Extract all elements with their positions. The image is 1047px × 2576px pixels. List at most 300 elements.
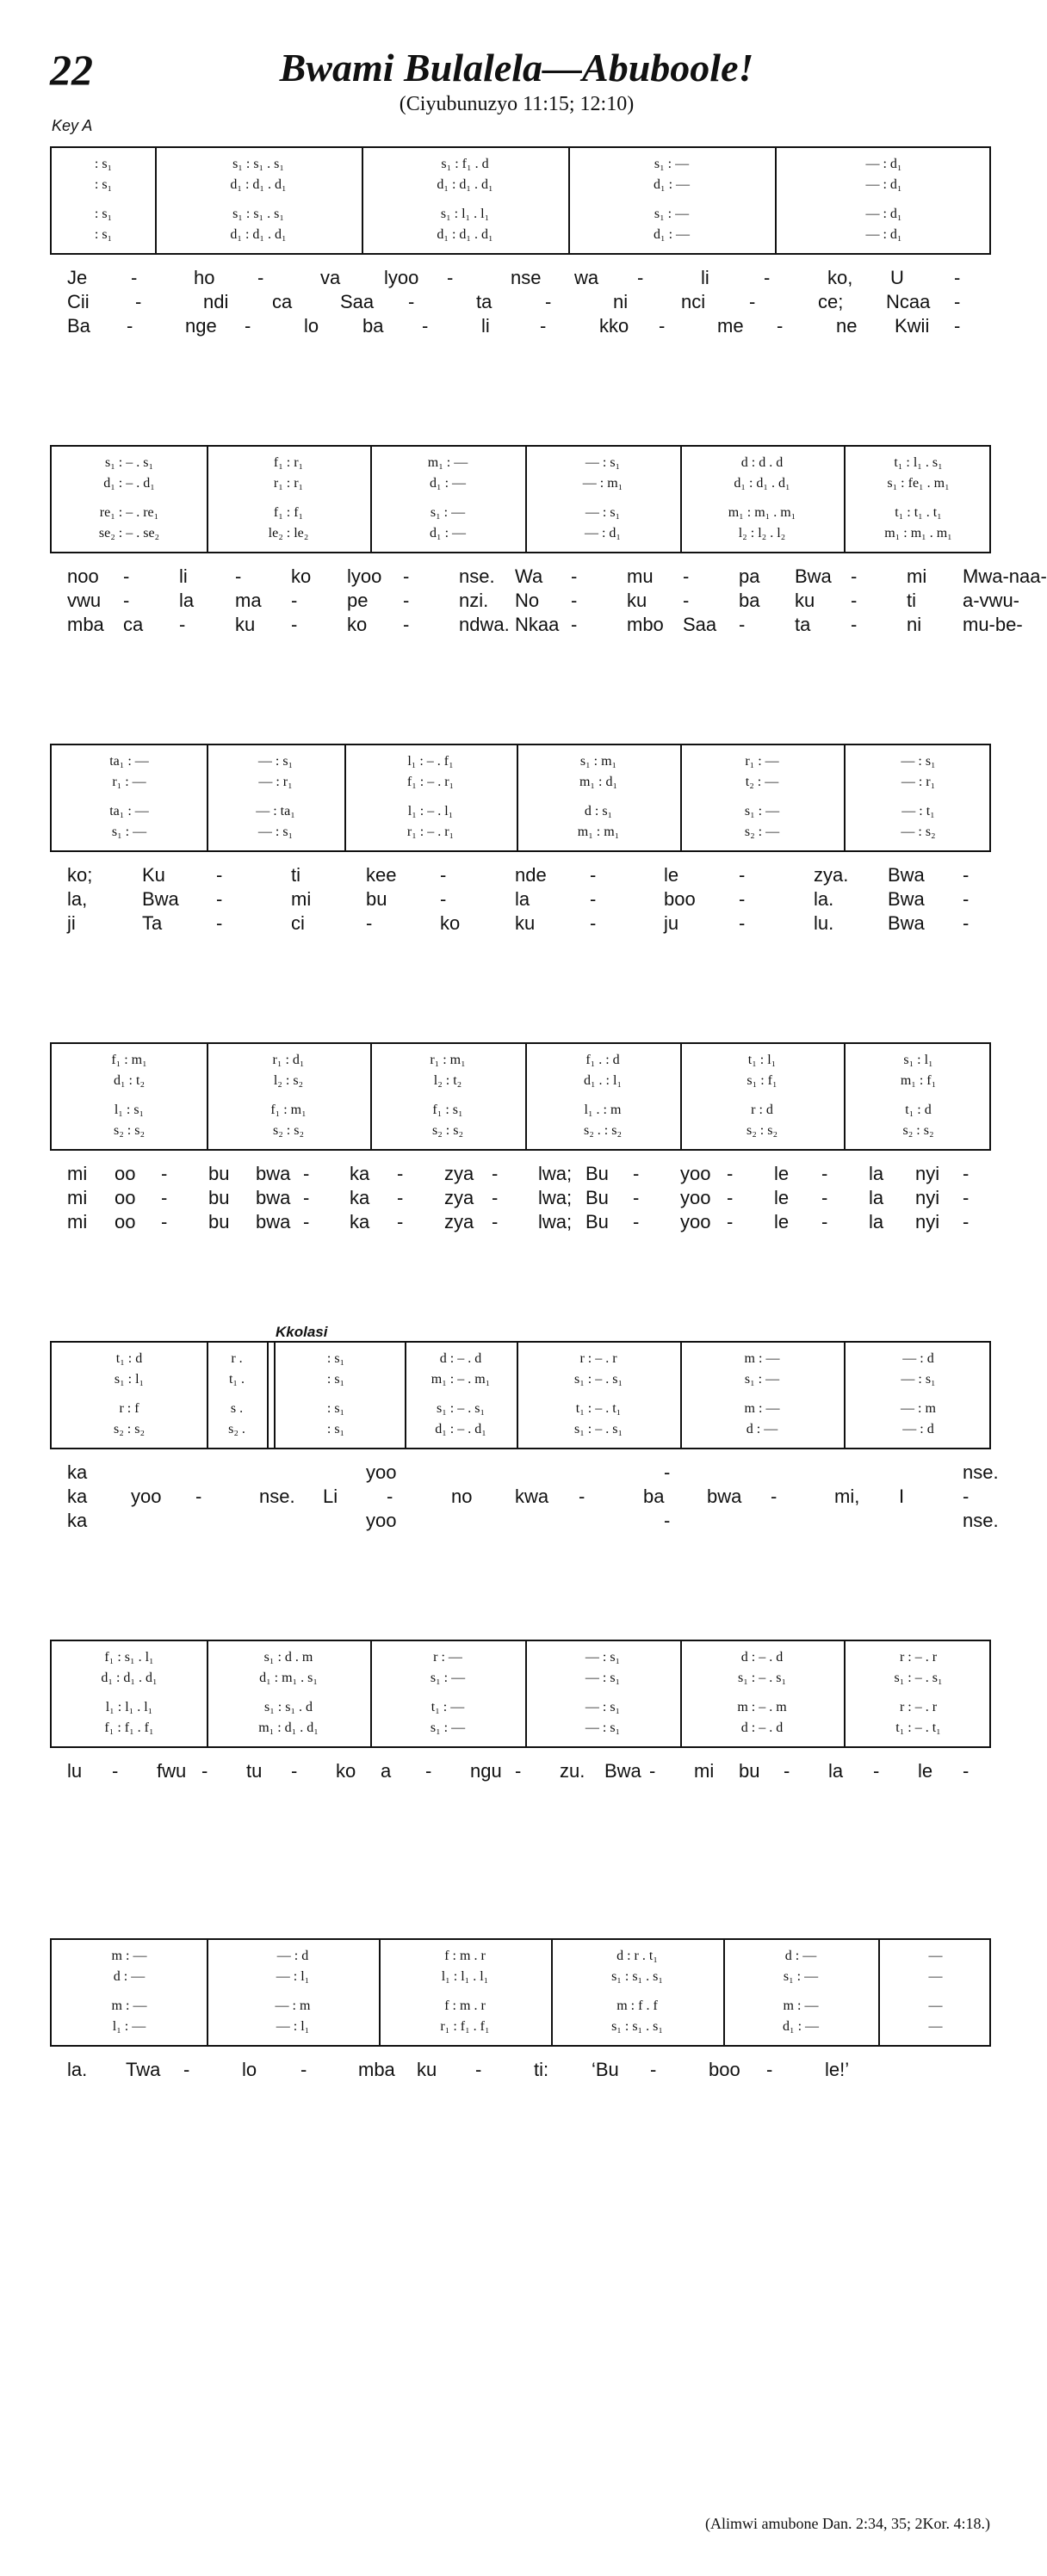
lyric-syllable: - bbox=[633, 1187, 640, 1208]
lyric-syllable: ka bbox=[67, 1486, 88, 1507]
tonic-solfa-cell: s₁ : – . s₁ bbox=[894, 1671, 943, 1685]
lyric-syllable: zya bbox=[444, 1187, 474, 1208]
lyric-syllable: ta bbox=[476, 291, 493, 312]
lyric-syllable: la bbox=[179, 590, 195, 611]
lyric-syllable: nse. bbox=[459, 565, 495, 587]
tonic-solfa-cell: — bbox=[928, 2019, 943, 2034]
lyric-syllable: Kwii bbox=[895, 315, 930, 337]
tonic-solfa-cell: l₁ : – . l₁ bbox=[407, 804, 454, 819]
voice-row bbox=[52, 1949, 989, 1971]
tonic-solfa-cell: d₁ : d₁ . d₁ bbox=[101, 1671, 158, 1685]
lyric-syllable: mi bbox=[67, 1187, 88, 1208]
tonic-solfa-cell: — : s₁ bbox=[585, 1671, 621, 1685]
lyric-syllable: - bbox=[291, 590, 298, 611]
lyric-syllable: wa bbox=[574, 267, 599, 288]
lyric-syllable: - bbox=[749, 291, 756, 312]
lyric-syllable: lo bbox=[242, 2059, 257, 2080]
lyric-syllable: ku bbox=[235, 614, 256, 635]
tonic-solfa-cell: f₁ : s₁ bbox=[432, 1103, 463, 1117]
tonic-solfa-cell: — : l₁ bbox=[276, 2019, 310, 2034]
lyric-syllable: bwa bbox=[256, 1187, 291, 1208]
tonic-solfa-cell: t₁ : l₁ bbox=[747, 1053, 777, 1067]
tonic-solfa-cell: d : — bbox=[746, 1422, 778, 1436]
tonic-solfa-cell: — : m bbox=[275, 1998, 311, 2013]
lyric-syllable: mu bbox=[627, 565, 654, 587]
tonic-solfa-cell: r : f bbox=[119, 1401, 139, 1416]
voice-row bbox=[52, 1372, 989, 1394]
lyric-syllable: - bbox=[127, 315, 133, 337]
lyric-syllable: ndi bbox=[203, 291, 229, 312]
lyric-syllable: - bbox=[571, 565, 578, 587]
tonic-solfa-cell: — : r₁ bbox=[258, 775, 293, 789]
tonic-solfa-cell: s₁ : s₁ . s₁ bbox=[611, 2019, 663, 2034]
lyric-syllable: Li bbox=[323, 1486, 338, 1507]
lyric-syllable: lu bbox=[67, 1760, 83, 1782]
score-system bbox=[50, 1938, 991, 2047]
tonic-solfa-cell: d₁ : — bbox=[653, 227, 691, 242]
lyric-syllable: zya bbox=[444, 1211, 474, 1232]
tonic-solfa-cell: t₁ : d bbox=[115, 1351, 143, 1366]
lyric-syllable: - bbox=[300, 2059, 307, 2080]
lyric-syllable: ka bbox=[350, 1163, 370, 1184]
lyric-line bbox=[50, 1211, 991, 1235]
tonic-solfa-cell: l₁ . : m bbox=[584, 1103, 622, 1117]
lyric-syllable: - bbox=[183, 2059, 190, 2080]
lyric-syllable: - bbox=[515, 1760, 522, 1782]
tonic-solfa-cell: r . bbox=[231, 1351, 243, 1366]
lyric-syllable: - bbox=[590, 864, 597, 886]
tonic-solfa-cell: s₁ : s₁ . d bbox=[263, 1700, 313, 1714]
lyric-syllable: lwa; bbox=[538, 1187, 573, 1208]
lyric-syllable: - bbox=[664, 1510, 671, 1531]
tonic-solfa-cell: — : d bbox=[902, 1351, 934, 1366]
voice-row bbox=[52, 1123, 989, 1146]
lyric-syllable: nse. bbox=[963, 1510, 999, 1531]
tonic-solfa-cell: t₁ . bbox=[228, 1372, 245, 1387]
tonic-solfa-cell: d₁ : – . d₁ bbox=[435, 1422, 486, 1436]
tonic-solfa-cell: s₁ : d . m bbox=[263, 1650, 313, 1665]
tonic-solfa-cell: : s₁ bbox=[94, 177, 113, 192]
lyric-syllable: Wa bbox=[515, 565, 543, 587]
voice-row bbox=[52, 1422, 989, 1444]
tonic-solfa-cell: s₁ : – . s₁ bbox=[436, 1401, 486, 1416]
lyric-syllable: - bbox=[216, 912, 223, 934]
lyric-syllable: Bwa bbox=[888, 888, 925, 910]
tonic-solfa-cell: — : s₁ bbox=[257, 825, 294, 839]
lyric-syllable: - bbox=[664, 1461, 671, 1483]
lyric-syllable: ti bbox=[907, 590, 916, 611]
lyric-line bbox=[50, 1461, 999, 1486]
lyric-line bbox=[50, 1163, 991, 1187]
lyric-syllable: - bbox=[303, 1211, 310, 1232]
tonic-solfa-cell: — : s₁ bbox=[585, 1650, 621, 1665]
voice-row bbox=[52, 505, 989, 528]
tonic-solfa-cell: r : d bbox=[751, 1103, 773, 1117]
lyric-syllable: ma bbox=[235, 590, 262, 611]
tonic-solfa-cell: m₁ : m₁ bbox=[577, 825, 620, 839]
lyric-syllable: no bbox=[451, 1486, 473, 1507]
lyric-syllable: - bbox=[851, 614, 858, 635]
tonic-solfa-cell: s₂ : s₂ bbox=[272, 1123, 305, 1138]
lyric-syllable: Bu bbox=[585, 1211, 609, 1232]
tonic-solfa-cell: m : — bbox=[744, 1401, 780, 1416]
lyric-syllable: yoo bbox=[366, 1510, 397, 1531]
tonic-solfa-cell: s₂ : s₂ bbox=[113, 1422, 146, 1436]
scripture-reference: (Ciyubunuzyo 11:15; 12:10) bbox=[399, 93, 635, 115]
voice-row bbox=[52, 1969, 989, 1992]
lyric-syllable: ju bbox=[664, 912, 679, 934]
tonic-solfa-cell: r₁ : d₁ bbox=[272, 1053, 305, 1067]
lyric-syllable: lyoo bbox=[347, 565, 382, 587]
lyric-syllable: ko; bbox=[67, 864, 93, 886]
tonic-solfa-cell: t₁ : l₁ . s₁ bbox=[894, 455, 943, 470]
lyric-syllable: yoo bbox=[680, 1211, 711, 1232]
lyric-syllable: - bbox=[963, 912, 970, 934]
lyric-syllable: - bbox=[161, 1187, 168, 1208]
tonic-solfa-cell: m : f . f bbox=[616, 1998, 658, 2013]
tonic-solfa-cell: f : m . r bbox=[444, 1949, 486, 1963]
tonic-solfa-cell: s₁ : — bbox=[654, 157, 690, 171]
tonic-solfa-cell: r₁ : r₁ bbox=[273, 476, 304, 491]
lyric-syllable: la bbox=[869, 1187, 884, 1208]
tonic-solfa-cell: m₁ : d₁ bbox=[579, 775, 618, 789]
tonic-solfa-cell: : s₁ bbox=[326, 1372, 345, 1387]
tonic-solfa-cell: — : t₁ bbox=[901, 804, 935, 819]
lyric-syllable: - bbox=[447, 267, 454, 288]
lyric-syllable: - bbox=[963, 1760, 970, 1782]
tonic-solfa-cell: t₂ : — bbox=[745, 775, 779, 789]
lyric-syllable: bu bbox=[366, 888, 387, 910]
tonic-solfa-cell: s₁ : — bbox=[744, 1372, 780, 1387]
lyric-syllable: li bbox=[701, 267, 709, 288]
voice-row bbox=[52, 227, 989, 250]
lyric-syllable: - bbox=[963, 1163, 970, 1184]
lyric-syllable: yoo bbox=[131, 1486, 162, 1507]
tonic-solfa-cell: l₁ : l₁ . l₁ bbox=[441, 1969, 489, 1984]
tonic-solfa-cell: d : r . t₁ bbox=[616, 1949, 658, 1963]
tonic-solfa-cell: f₁ : s₁ . l₁ bbox=[104, 1650, 154, 1665]
lyric-syllable: - bbox=[771, 1486, 778, 1507]
lyric-syllable: boo bbox=[664, 888, 696, 910]
lyric-syllable: nge bbox=[185, 315, 217, 337]
voice-row bbox=[52, 1720, 989, 1743]
lyric-syllable: - bbox=[397, 1163, 404, 1184]
lyric-syllable: bwa bbox=[256, 1211, 291, 1232]
lyric-syllable: nse. bbox=[963, 1461, 999, 1483]
lyric-syllable: - bbox=[727, 1163, 734, 1184]
lyric-line bbox=[50, 590, 1020, 614]
lyric-syllable: - bbox=[633, 1163, 640, 1184]
lyric-syllable: Bu bbox=[585, 1163, 609, 1184]
lyric-syllable: a bbox=[381, 1760, 392, 1782]
tonic-solfa-cell: r : — bbox=[433, 1650, 462, 1665]
lyric-syllable: kee bbox=[366, 864, 397, 886]
lyric-syllable: - bbox=[195, 1486, 202, 1507]
lyric-syllable: oo bbox=[115, 1187, 136, 1208]
lyric-syllable: ni bbox=[907, 614, 922, 635]
lyric-syllable: ji bbox=[67, 912, 76, 934]
lyric-syllable: Bwa bbox=[795, 565, 832, 587]
lyric-syllable: - bbox=[821, 1187, 828, 1208]
lyric-syllable: nde bbox=[515, 864, 547, 886]
tonic-solfa-cell: r₁ : — bbox=[112, 775, 146, 789]
lyric-syllable: ho bbox=[194, 267, 215, 288]
lyric-syllable: tu bbox=[246, 1760, 263, 1782]
voice-row bbox=[52, 1103, 989, 1125]
lyric-syllable: - bbox=[303, 1163, 310, 1184]
tonic-solfa-cell: s₁ : – . s₁ bbox=[737, 1671, 787, 1685]
lyric-syllable: zya bbox=[444, 1163, 474, 1184]
voice-row bbox=[52, 1401, 989, 1424]
lyric-syllable: ko, bbox=[827, 267, 853, 288]
tonic-solfa-cell: f : m . r bbox=[444, 1998, 486, 2013]
tonic-solfa-cell: d₁ : d₁ . d₁ bbox=[734, 476, 790, 491]
lyric-syllable: - bbox=[131, 267, 138, 288]
lyric-syllable: - bbox=[571, 614, 578, 635]
lyric-syllable: - bbox=[235, 565, 242, 587]
lyric-syllable: la. bbox=[814, 888, 834, 910]
tonic-solfa-cell: r₁ : — bbox=[745, 754, 779, 769]
tonic-solfa-cell: — : m bbox=[901, 1401, 936, 1416]
lyric-syllable: ti bbox=[291, 864, 300, 886]
lyric-syllable: - bbox=[303, 1187, 310, 1208]
lyric-syllable: Ku bbox=[142, 864, 165, 886]
lyric-syllable: mi bbox=[694, 1760, 715, 1782]
voice-row bbox=[52, 825, 989, 847]
lyric-syllable: - bbox=[683, 590, 690, 611]
lyric-syllable: mi bbox=[291, 888, 312, 910]
tonic-solfa-cell: s₂ : s₂ bbox=[113, 1123, 146, 1138]
tonic-solfa-cell: l₂ : t₂ bbox=[433, 1073, 462, 1088]
chorus-label: Kkolasi bbox=[276, 1324, 328, 1340]
lyric-syllable: ko bbox=[347, 614, 368, 635]
tonic-solfa-cell: s₁ : – . s₁ bbox=[104, 455, 154, 470]
lyric-syllable: lyoo bbox=[384, 267, 419, 288]
score-system bbox=[50, 1042, 991, 1151]
lyric-syllable: Bwa bbox=[888, 864, 925, 886]
tonic-solfa-cell: s₁ : – . s₁ bbox=[573, 1422, 623, 1436]
tonic-solfa-cell: d₁ : — bbox=[782, 2019, 820, 2034]
lyric-syllable: la bbox=[828, 1760, 844, 1782]
lyric-syllable: - bbox=[764, 267, 771, 288]
tonic-solfa-cell: m : — bbox=[783, 1998, 819, 2013]
lyric-syllable: - bbox=[963, 1211, 970, 1232]
lyric-syllable: bu bbox=[208, 1163, 230, 1184]
tonic-solfa-cell: s . bbox=[230, 1401, 244, 1416]
voice-row bbox=[52, 1073, 989, 1096]
lyric-syllable: lwa; bbox=[538, 1211, 573, 1232]
lyric-syllable: Ba bbox=[67, 315, 90, 337]
tonic-solfa-cell: d : — bbox=[113, 1969, 146, 1984]
lyric-syllable: mi bbox=[67, 1163, 88, 1184]
tonic-solfa-cell: d : – . d bbox=[439, 1351, 482, 1366]
tonic-solfa-cell: — : m₁ bbox=[582, 476, 623, 491]
lyric-syllable: - bbox=[590, 912, 597, 934]
tonic-solfa-cell: m₁ : – . m₁ bbox=[431, 1372, 491, 1387]
lyric-syllable: Saa bbox=[340, 291, 375, 312]
lyric-syllable: - bbox=[739, 614, 746, 635]
lyric-syllable: le bbox=[774, 1187, 790, 1208]
voice-row bbox=[52, 177, 989, 200]
tonic-solfa-cell: d₁ : – . d₁ bbox=[103, 476, 155, 491]
lyric-syllable: me bbox=[717, 315, 744, 337]
lyric-syllable: ni bbox=[613, 291, 629, 312]
lyric-syllable: kko bbox=[599, 315, 629, 337]
lyric-syllable: - bbox=[425, 1760, 432, 1782]
tonic-solfa-cell: — : d₁ bbox=[865, 207, 902, 221]
voice-row bbox=[52, 2019, 989, 2042]
lyric-syllable: mba bbox=[358, 2059, 395, 2080]
lyric-syllable: pa bbox=[739, 565, 760, 587]
tonic-solfa-cell: f₁ . : d bbox=[585, 1053, 620, 1067]
tonic-solfa-cell: le₂ : le₂ bbox=[268, 526, 309, 541]
lyric-syllable: - bbox=[545, 291, 552, 312]
tonic-solfa-cell: — : s₁ bbox=[257, 754, 294, 769]
lyric-syllable: nyi bbox=[915, 1211, 940, 1232]
tonic-solfa-cell: m : — bbox=[111, 1949, 147, 1963]
lyric-syllable: I bbox=[899, 1486, 905, 1507]
tonic-solfa-cell: s₁ : f₁ . d bbox=[441, 157, 489, 171]
lyric-line bbox=[50, 1510, 999, 1534]
song-title: Bwami Bulalela—Abuboole! bbox=[279, 46, 754, 90]
lyric-syllable: vwu bbox=[67, 590, 102, 611]
lyric-syllable: - bbox=[963, 864, 970, 886]
tonic-solfa-cell: s₁ : l₁ bbox=[903, 1053, 933, 1067]
lyric-syllable: ta bbox=[795, 614, 811, 635]
voice-row bbox=[52, 1053, 989, 1075]
tonic-solfa-cell: s₂ : s₂ bbox=[902, 1123, 934, 1138]
song-number: 22 bbox=[50, 46, 93, 94]
tonic-solfa-cell: s₁ : s₁ . s₁ bbox=[232, 207, 284, 221]
tonic-solfa-cell: d₁ : d₁ . d₁ bbox=[437, 227, 493, 242]
tonic-solfa-cell: l₁ : – . f₁ bbox=[407, 754, 454, 769]
tonic-solfa-cell: d₁ : t₂ bbox=[113, 1073, 146, 1088]
tonic-solfa-cell: — : d bbox=[276, 1949, 309, 1963]
lyric-syllable: ko bbox=[440, 912, 461, 934]
tonic-solfa-cell: s₁ : — bbox=[430, 1720, 466, 1735]
lyric-syllable: - bbox=[777, 315, 784, 337]
tonic-solfa-cell: d₁ : d₁ . d₁ bbox=[437, 177, 493, 192]
tonic-solfa-cell: — bbox=[928, 1998, 943, 2013]
tonic-solfa-cell: m₁ : m₁ . m₁ bbox=[884, 526, 952, 541]
tonic-solfa-cell: r₁ : f₁ . f₁ bbox=[440, 2019, 490, 2034]
tonic-solfa-cell: d₁ : — bbox=[653, 177, 691, 192]
tonic-solfa-cell: r₁ : m₁ bbox=[430, 1053, 466, 1067]
lyric-syllable: yoo bbox=[366, 1461, 397, 1483]
lyric-syllable: mi bbox=[907, 565, 927, 587]
tonic-solfa-cell: d : d . d bbox=[740, 455, 784, 470]
lyric-syllable: - bbox=[408, 291, 415, 312]
lyric-syllable: Ncaa bbox=[886, 291, 931, 312]
lyric-syllable: li bbox=[481, 315, 490, 337]
lyric-syllable: Ta bbox=[142, 912, 163, 934]
lyric-syllable: - bbox=[112, 1760, 119, 1782]
lyric-syllable: le bbox=[664, 864, 679, 886]
score-system bbox=[50, 1640, 991, 1748]
tonic-solfa-cell: — : s₁ bbox=[901, 1372, 936, 1387]
lyric-line bbox=[50, 888, 991, 912]
lyric-syllable: ti: bbox=[534, 2059, 549, 2080]
lyric-syllable: ka bbox=[67, 1510, 88, 1531]
lyric-syllable: - bbox=[727, 1211, 734, 1232]
voice-row bbox=[52, 804, 989, 826]
lyric-syllable: ka bbox=[67, 1461, 88, 1483]
lyric-syllable: Bu bbox=[585, 1187, 609, 1208]
tonic-solfa-cell: f₁ : m₁ bbox=[270, 1103, 307, 1117]
lyric-syllable: ne bbox=[836, 315, 858, 337]
tonic-solfa-cell: s₁ : — bbox=[111, 825, 147, 839]
tonic-solfa-cell: d : – . d bbox=[740, 1650, 784, 1665]
tonic-solfa-cell: — : s₁ bbox=[585, 455, 621, 470]
lyric-syllable: - bbox=[440, 888, 447, 910]
lyric-syllable: - bbox=[579, 1486, 585, 1507]
lyric-syllable: ko bbox=[291, 565, 312, 587]
lyric-syllable: ba bbox=[643, 1486, 665, 1507]
footer-reference: (Alimwi amubone Dan. 2:34, 35; 2Kor. 4:18.) bbox=[705, 2515, 990, 2532]
voice-row bbox=[52, 1671, 989, 1693]
lyric-syllable: ku bbox=[417, 2059, 437, 2080]
lyric-syllable: - bbox=[492, 1163, 499, 1184]
lyric-syllable: a-vwu- bbox=[963, 590, 1020, 611]
lyric-syllable: Bwa bbox=[888, 912, 925, 934]
tonic-solfa-cell: d : – . d bbox=[740, 1720, 784, 1735]
score-system bbox=[50, 1341, 991, 1449]
lyric-syllable: U bbox=[890, 267, 904, 288]
tonic-solfa-cell: s₁ : — bbox=[783, 1969, 819, 1984]
lyric-syllable: - bbox=[739, 864, 746, 886]
lyric-syllable: ca bbox=[123, 614, 144, 635]
lyric-syllable: Twa bbox=[126, 2059, 161, 2080]
lyric-line bbox=[50, 267, 991, 291]
lyric-syllable: mbo bbox=[627, 614, 664, 635]
lyric-syllable: la bbox=[869, 1163, 884, 1184]
tonic-solfa-cell: d : s₁ bbox=[584, 804, 613, 819]
lyric-syllable: - bbox=[403, 565, 410, 587]
tonic-solfa-cell: l₁ : l₁ . l₁ bbox=[105, 1700, 153, 1714]
tonic-solfa-cell: — : s₁ bbox=[585, 1720, 621, 1735]
lyric-syllable: - bbox=[366, 912, 373, 934]
tonic-solfa-cell: f₁ : f₁ bbox=[273, 505, 304, 520]
tonic-solfa-cell: — : d₁ bbox=[584, 526, 622, 541]
lyric-syllable: - bbox=[492, 1187, 499, 1208]
lyric-syllable: lwa; bbox=[538, 1163, 573, 1184]
tonic-solfa-cell: : s₁ bbox=[94, 207, 113, 221]
lyric-syllable: fwu bbox=[157, 1760, 187, 1782]
lyric-syllable: - bbox=[650, 2059, 657, 2080]
tonic-solfa-cell: s₁ : s₁ . s₁ bbox=[232, 157, 284, 171]
lyric-line bbox=[50, 1187, 991, 1211]
lyric-syllable: nyi bbox=[915, 1187, 940, 1208]
lyric-syllable: - bbox=[963, 1187, 970, 1208]
lyric-syllable: noo bbox=[67, 565, 99, 587]
score-system bbox=[50, 146, 991, 255]
lyric-syllable: mi bbox=[67, 1211, 88, 1232]
tonic-solfa-cell: t₁ : d bbox=[905, 1103, 932, 1117]
tonic-solfa-cell: s₁ : l₁ bbox=[114, 1372, 145, 1387]
tonic-solfa-cell: m₁ : d₁ . d₁ bbox=[258, 1720, 319, 1735]
tonic-solfa-cell: — : s₁ bbox=[585, 505, 621, 520]
lyric-syllable: - bbox=[540, 315, 547, 337]
lyric-line bbox=[50, 1760, 991, 1784]
lyric-syllable: - bbox=[633, 1211, 640, 1232]
tonic-solfa-cell: l₂ : s₂ bbox=[273, 1073, 304, 1088]
voice-row bbox=[52, 1700, 989, 1722]
lyric-syllable: Bwa bbox=[604, 1760, 641, 1782]
tonic-solfa-cell: — : l₁ bbox=[276, 1969, 310, 1984]
tonic-solfa-cell: — : s₂ bbox=[901, 825, 936, 839]
tonic-solfa-cell: s₁ : — bbox=[744, 804, 780, 819]
tonic-solfa-cell: s₂ . : s₂ bbox=[583, 1123, 623, 1138]
